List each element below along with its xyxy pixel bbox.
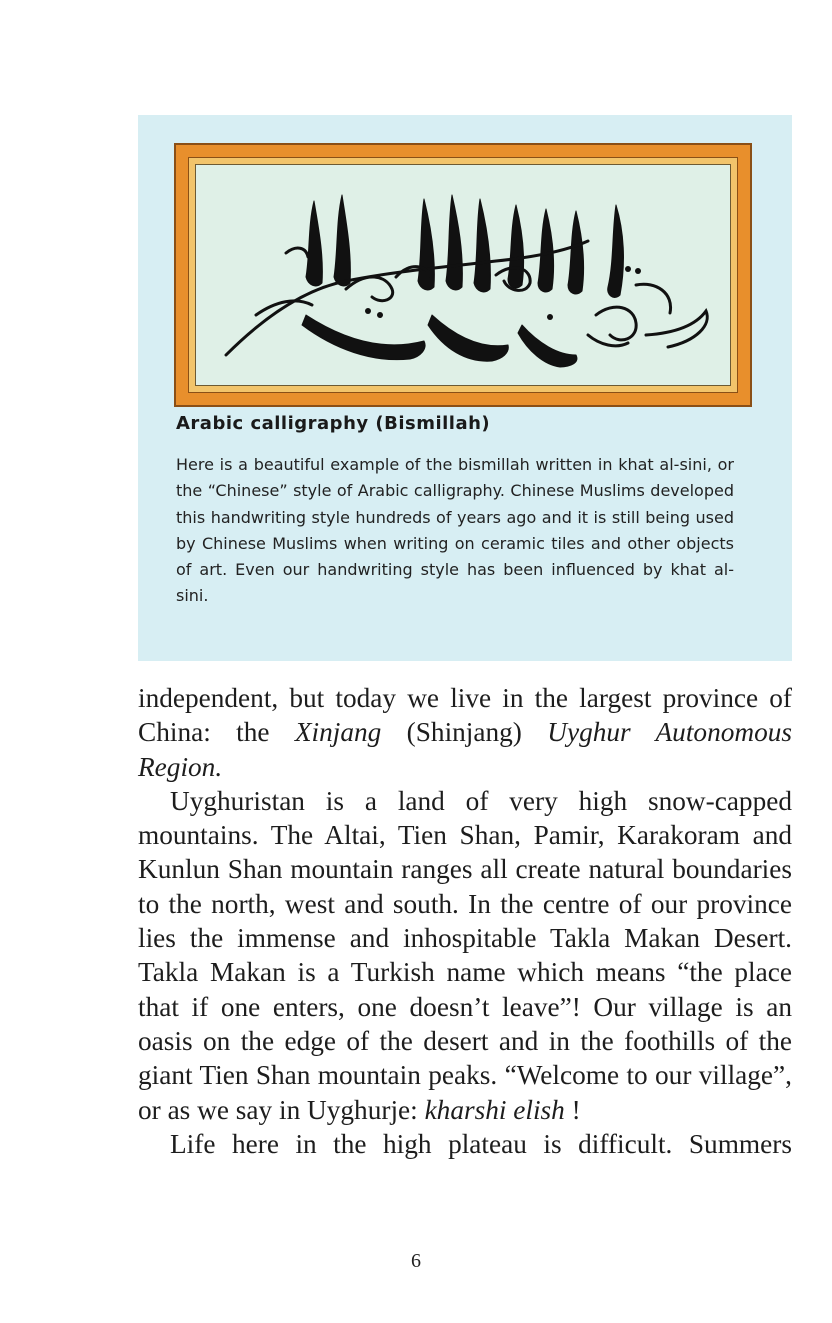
body-text <box>138 681 792 1161</box>
paragraph-3: Life here in the high plateau is difficult. Summers <box>170 1128 792 1159</box>
calligraphy-panel <box>195 164 731 386</box>
paragraph-1: independent, but today we live in the largest province of China: the Xinjang (Shinjang) Uyghur Autonomous <box>138 683 792 748</box>
bismillah-calligraphy-image <box>196 165 726 381</box>
calligraphy-frame <box>174 143 752 407</box>
caption-box <box>138 115 792 661</box>
caption-title: Arabic calligraphy (Bismillah) <box>176 413 491 434</box>
paragraph-2: Uyghuristan is a land of very high snow-capped mountains. The Altai, Tien Shan, Pamir, Karakoram and Kunlun Shan mountain ranges all create natural boundaries to the north, west and south. In the centre of our province lies the immense and inhospitable Takla Makan Desert. Takla Makan is a Turkish name which means “the place that if one enters, one doesn’t leave”! Our village is an oasis on the edge of the desert and in the foothills of the giant Tien Shan mountain peaks. “Welcome to our village”, or as we say in Uyghurje: kharshi elish ! <box>138 785 792 1125</box>
page-number: 6 <box>411 1250 421 1272</box>
paragraph-1-end: Region. <box>138 751 223 782</box>
caption-text: Here is a beautiful example of the bismillah written in khat al-sini, or the “Chinese” style of Arabic calligraphy. Chinese Muslims developed this handwriting style hundreds of years ago and it is still being used by Chinese Muslims when writing on ceramic tiles and other objects of art. Even our handwriting style has been influenced by khat al-sini. <box>176 455 734 606</box>
